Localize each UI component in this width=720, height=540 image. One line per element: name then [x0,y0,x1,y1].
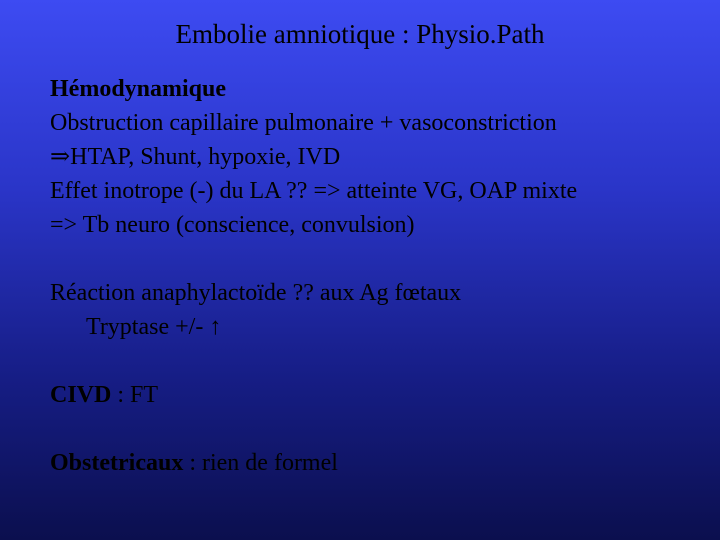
htap-line: ⇒HTAP, Shunt, hypoxie, IVD [50,144,341,170]
hemodynamique-heading: Hémodynamique [50,76,227,102]
civd-line [50,378,710,412]
civd-label: CIVD [50,382,112,408]
spacer [50,412,710,446]
obstetricaux-text: : rien de formel [183,450,338,476]
civd-text: : FT [111,382,159,408]
obstruction-line: Obstruction capillaire pulmonaire + vasoconstriction [50,110,557,136]
slide-body [50,72,710,480]
reaction-line: Réaction anaphylactoïde ?? aux Ag fœtaux [50,280,462,306]
spacer [50,344,710,378]
neuro-line: => Tb neuro (conscience, convulsion) [50,212,415,238]
slide-title: Embolie amniotique : Physio.Path [175,19,545,49]
obstetricaux-label: Obstetricaux [50,450,184,476]
tryptase-line: Tryptase +/- ↑ [86,314,222,340]
obstetricaux-line [50,446,710,480]
spacer [50,242,710,276]
inotrope-line: Effet inotrope (-) du LA ?? => atteinte VG, OAP mixte [50,178,578,204]
